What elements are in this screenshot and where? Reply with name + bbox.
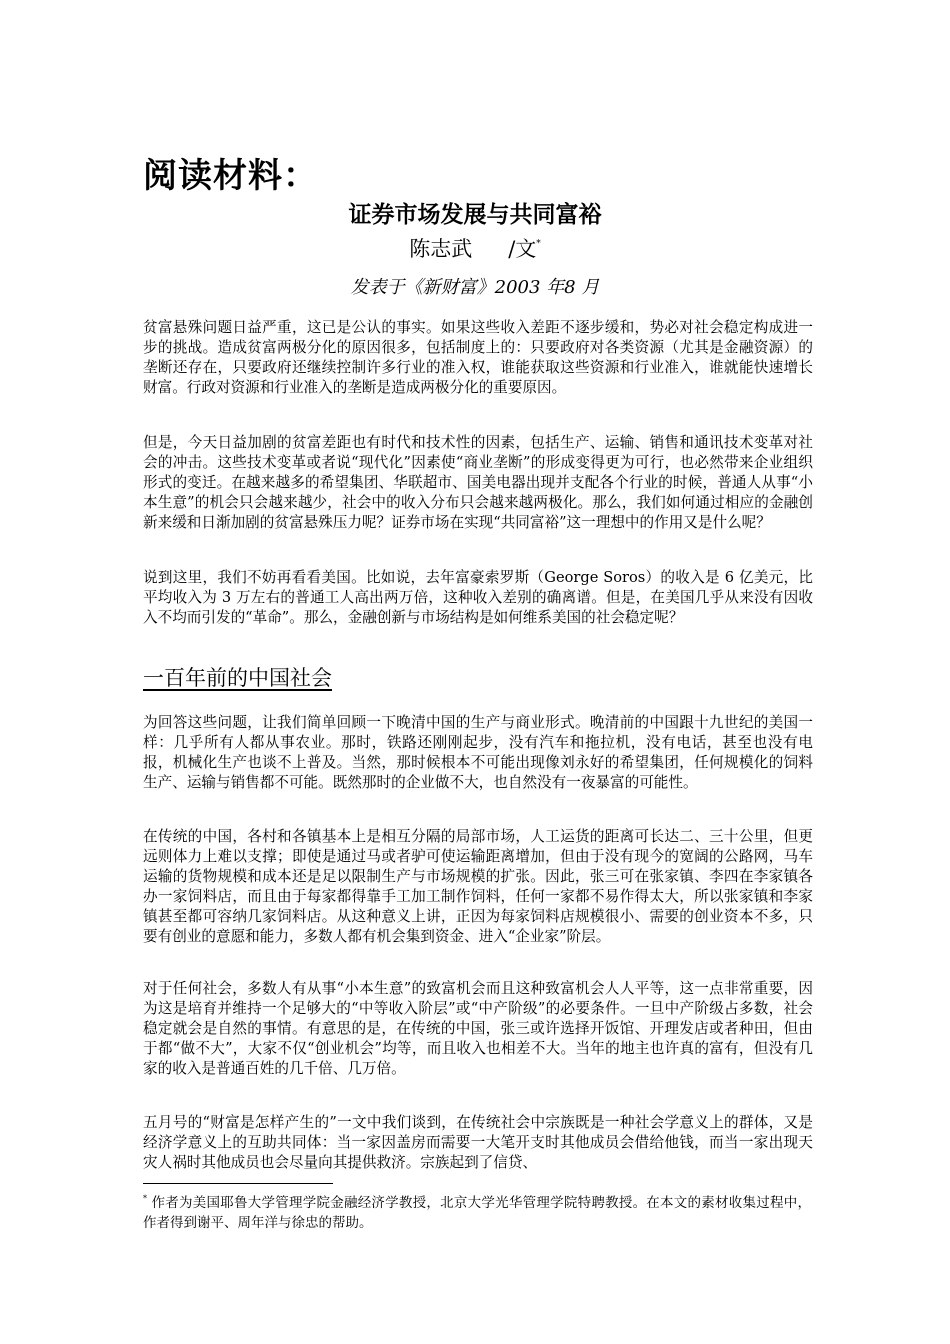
article-title: 证券市场发展与共同富裕 <box>348 201 602 228</box>
section-paragraph-3: 对于任何社会，多数人有从事“小本生意”的致富机会而且这种致富机会人人平等，这一点非常重要，因为这是培育并维持一个足够大的“中等收入阶层”或“中产阶级”的必要条件。一旦中产阶级占多数，社会稳定就会是自然的事情。有意思的是，在传统的中国，张三或许选择开饭馆、开理发店或者种田，但由于都“做不大”，大家不仅“创业机会”均等，而且收入也相差不大。当年的地主也许真的富有，但没有几家的收入是普通百姓的几千倍、几万倍。 <box>143 980 813 1077</box>
reading-material-heading: 阅读材料： <box>143 156 318 196</box>
footnote-marker: * <box>143 1194 147 1203</box>
section-paragraph-4: 五月号的“财富是怎样产生的”一文中我们谈到，在传统社会中宗族既是一种社会学意义上的群体，又是经济学意义上的互助共同体：当一家因盖房而需要一大笔开支时其他成员会借给他钱，而当一家出现天灾人祸时其他成员也会尽量向其提供救济。宗族起到了信贷、 <box>143 1114 813 1171</box>
section-heading: 一百年前的中国社会 <box>143 666 332 690</box>
paragraph-2: 但是，今天日益加剧的贫富差距也有时代和技术性的因素，包括生产、运输、销售和通讯技术变革对社会的冲击。这些技术变革或者说“现代化”因素使“商业垄断”的形成变得更为可行，也必然带来企业组织形式的变迁。在越来越多的希望集团、华联超市、国美电器出现并支配各个行业的时候，普通人从事“小本生意”的机会只会越来越少，社会中的收入分布只会越来越两极化。那么，我们如何通过相应的金融创新来缓和日渐加剧的贫富悬殊压力呢？证券市场在实现“共同富裕”这一理想中的作用又是什么呢？ <box>143 434 813 531</box>
publication-info: 发表于《新财富》2003 年8 月 <box>350 277 600 298</box>
footnote <box>143 1189 811 1233</box>
author-name: 陈志武 <box>409 237 473 261</box>
section-paragraph-2: 在传统的中国，各村和各镇基本上是相互分隔的局部市场，人工运货的距离可长达二、三十公里，但更远则体力上难以支撑；即使是通过马或者驴可使运输距离增加，但由于没有现今的宽阔的公路网，马车运输的货物规模和成本还是足以限制生产与市场规模的扩张。因此，张三可在张家镇、李四在李家镇各办一家饲料店，而且由于每家都得靠手工加工制作饲料，任何一家都不易作得太大，所以张家镇和李家镇甚至都可容纳几家饲料店。从这种意义上讲，正因为每家饲料店规模很小、需要的创业资本不多，只要有创业的意愿和能力，多数人都有机会集到资金、进入“企业家”阶层。 <box>143 828 813 945</box>
section-paragraph-1: 为回答这些问题，让我们简单回顾一下晚清中国的生产与商业形式。晚清前的中国跟十九世纪的美国一样：几乎所有人都从事农业。那时，铁路还刚刚起步，没有汽车和拖拉机，没有电话，甚至也没有电报，机械化生产也谈不上普及。当然，那时候根本不可能出现像刘永好的希望集团，任何规模化的饲料生产、运输与销售都不可能。既然那时的企业做不大，也自然没有一夜暴富的可能性。 <box>143 714 813 791</box>
author-role: /文 <box>508 237 537 261</box>
footnote-text: 作者为美国耶鲁大学管理学院金融经济学教授，北京大学光华管理学院特聘教授。在本文的素材收集过程中，作者得到谢平、周年洋与徐忠的帮助。 <box>143 1195 811 1231</box>
paragraph-1: 贫富悬殊问题日益严重，这已是公认的事实。如果这些收入差距不逐步缓和，势必对社会稳定构成进一步的挑战。造成贫富两极分化的原因很多，包括制度上的：只要政府对各类资源（尤其是金融资源）的垄断还存在，只要政府还继续控制许多行业的准入权，谁能获取这些资源和行业准入，谁就能快速增长财富。行政对资源和行业准入的垄断是造成两极分化的重要原因。 <box>143 319 813 396</box>
footnote-reference: * <box>536 239 541 249</box>
paragraph-3: 说到这里，我们不妨再看看美国。比如说，去年富豪索罗斯（George Soros）的收入是 6 亿美元，比平均收入为 3 万左右的普通工人高出两万倍，这种收入差别的确离谱。但是，在美国几乎从来没有因收入不均而引发的“革命”。那么，金融创新与市场结构是如何维系美国的社会稳定呢？ <box>143 569 813 626</box>
footnote-divider <box>143 1183 333 1184</box>
article-byline <box>0 230 950 263</box>
